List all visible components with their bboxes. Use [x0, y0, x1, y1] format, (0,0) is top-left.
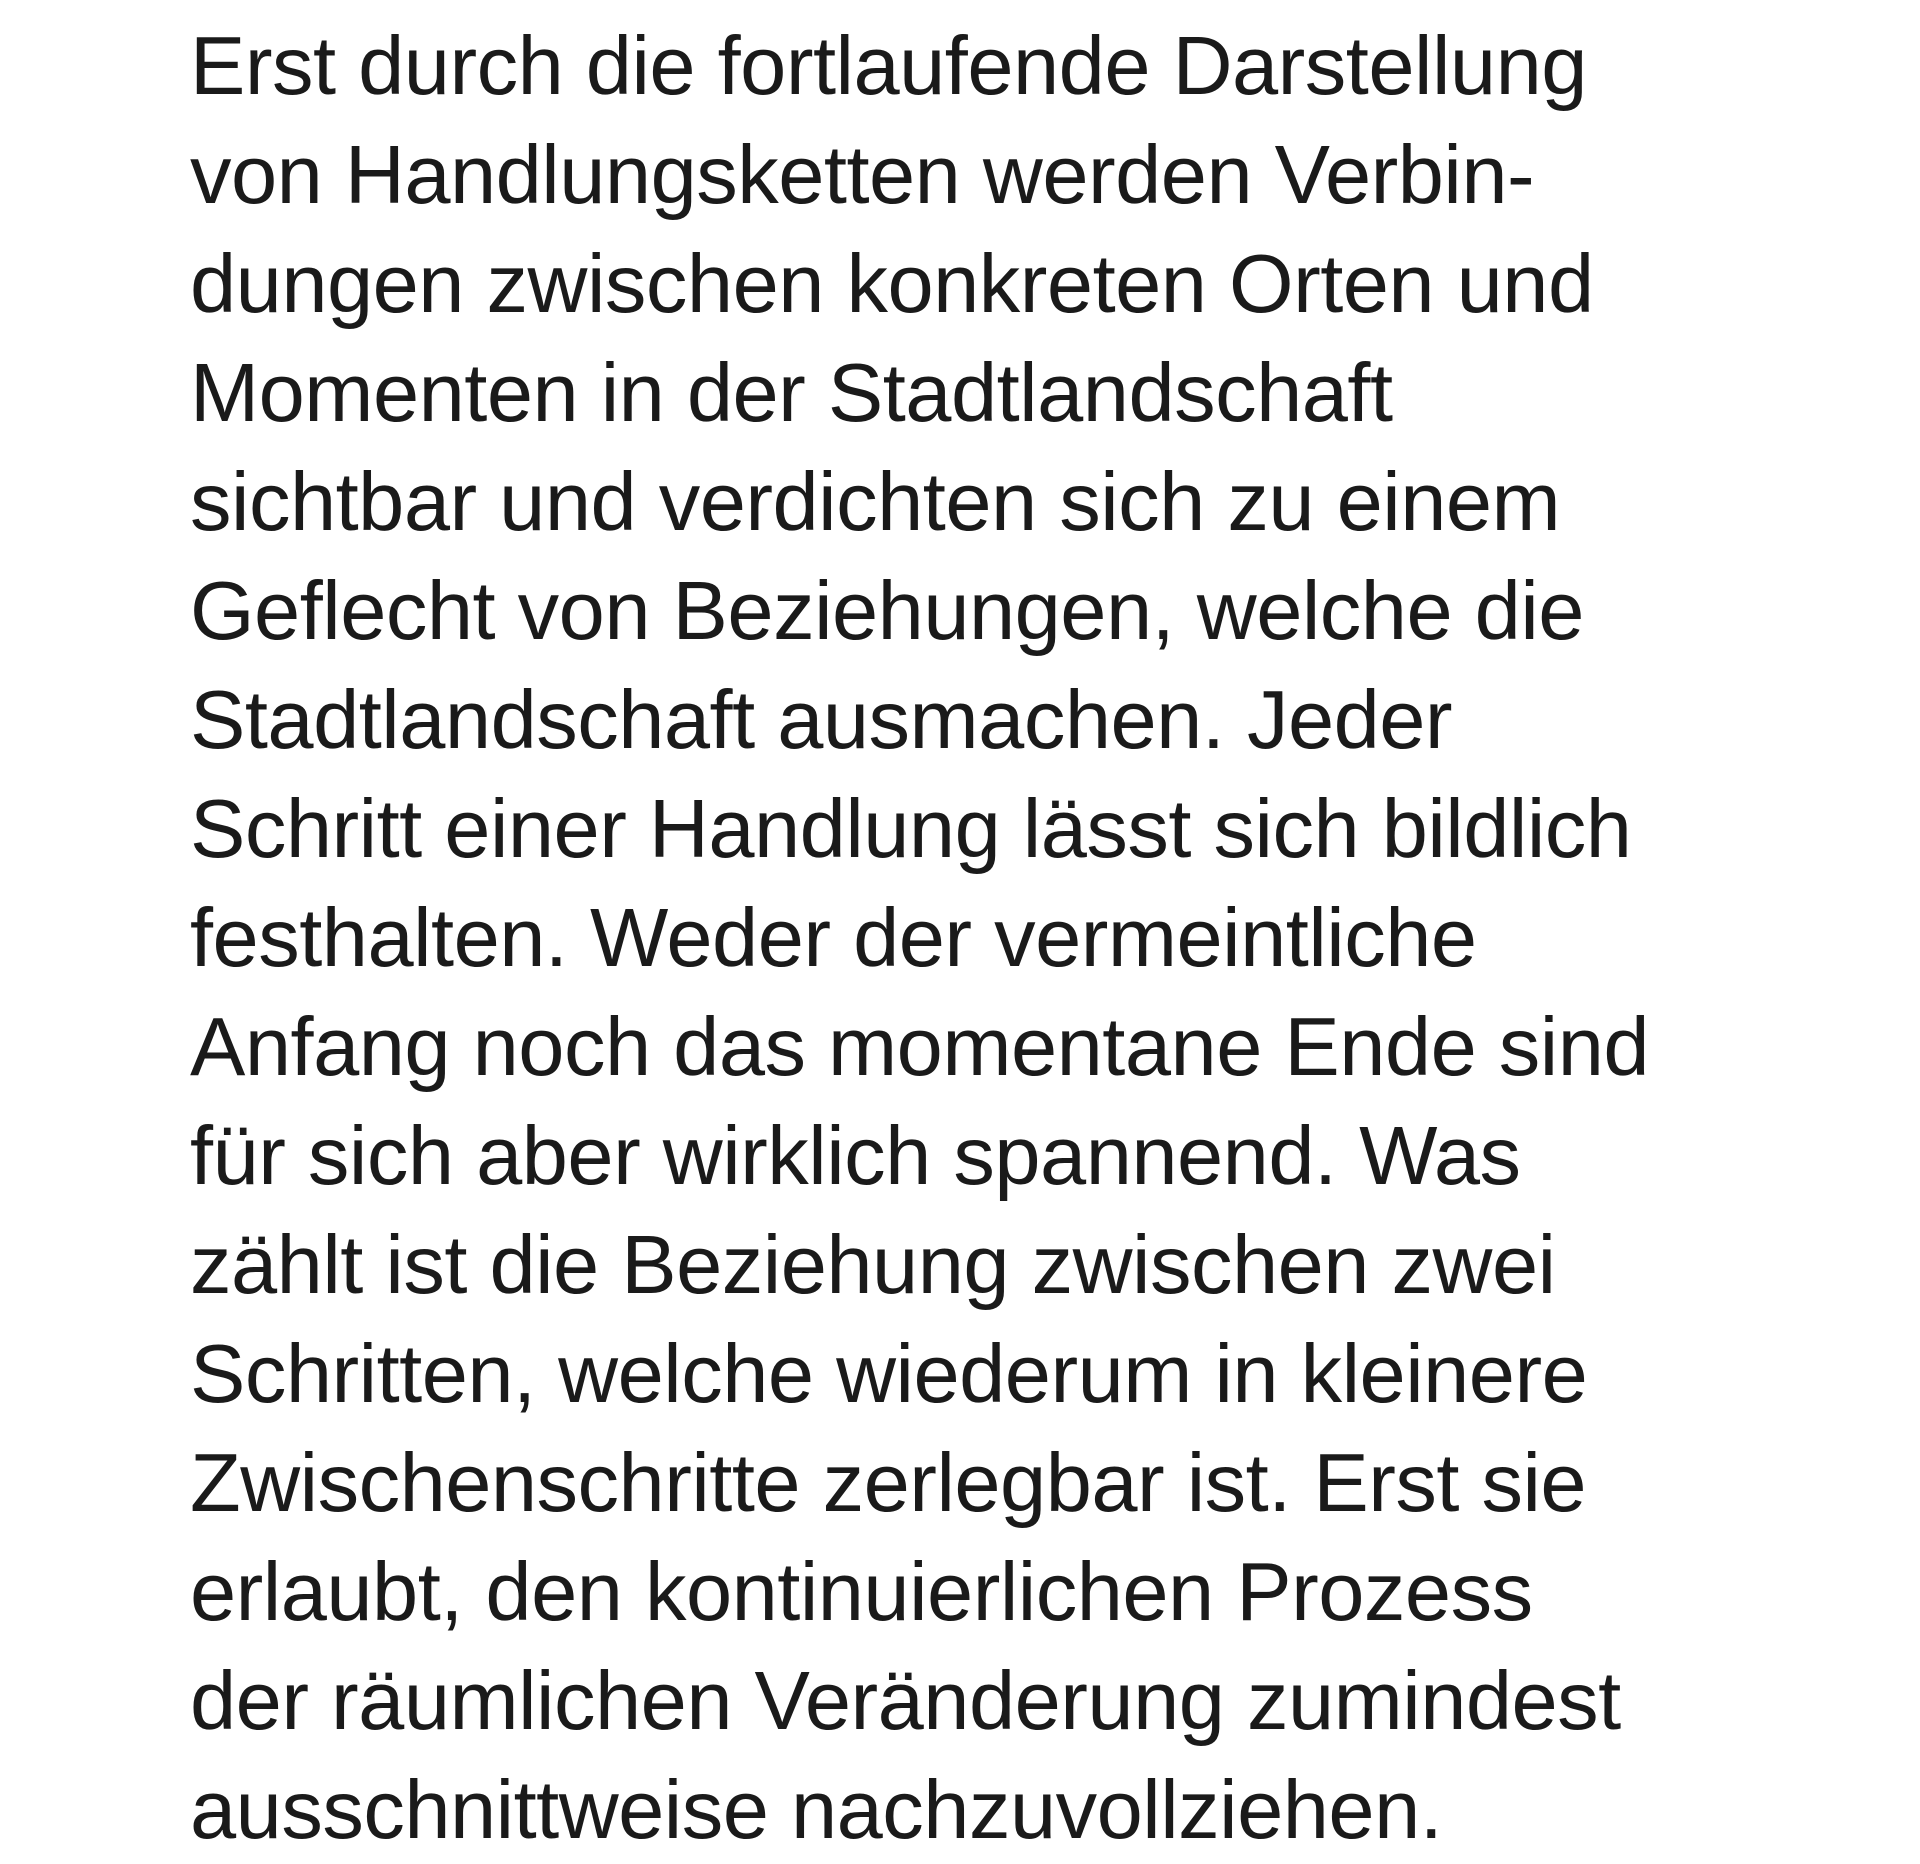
- paragraph-line: der räumlichen Veränderung zumindest: [190, 1654, 1621, 1747]
- paragraph-line: festhalten. Weder der vermeintliche: [190, 891, 1477, 984]
- paragraph-line: zählt ist die Beziehung zwischen zwei: [190, 1218, 1556, 1311]
- paragraph-line: Zwischenschritte zerlegbar ist. Erst sie: [190, 1436, 1587, 1529]
- paragraph-line: Stadtlandschaft ausmachen. Jeder: [190, 673, 1453, 766]
- paragraph-line: Momenten in der Stadtlandschaft: [190, 346, 1393, 439]
- paragraph-line: für sich aber wirklich spannend. Was: [190, 1109, 1521, 1202]
- paragraph-line: ausschnittweise nachzuvollziehen.: [190, 1763, 1443, 1856]
- paragraph-line: von Handlungsketten werden Verbin-: [190, 128, 1535, 221]
- paragraph-line: sichtbar und verdichten sich zu einem: [190, 455, 1561, 548]
- paragraph-line: Schritt einer Handlung lässt sich bildlich: [190, 782, 1632, 875]
- paragraph-line: Anfang noch das momentane Ende sind: [190, 1000, 1650, 1093]
- paragraph-line: Schritten, welche wiederum in kleinere: [190, 1327, 1588, 1420]
- paragraph-line: dungen zwischen konkreten Orten und: [190, 237, 1594, 330]
- body-paragraph: [190, 11, 1890, 1864]
- paragraph-line: erlaubt, den kontinuierlichen Prozess: [190, 1545, 1533, 1638]
- paragraph-line: Geflecht von Beziehungen, welche die: [190, 564, 1584, 657]
- paragraph-line: Erst durch die fortlaufende Darstellung: [190, 19, 1587, 112]
